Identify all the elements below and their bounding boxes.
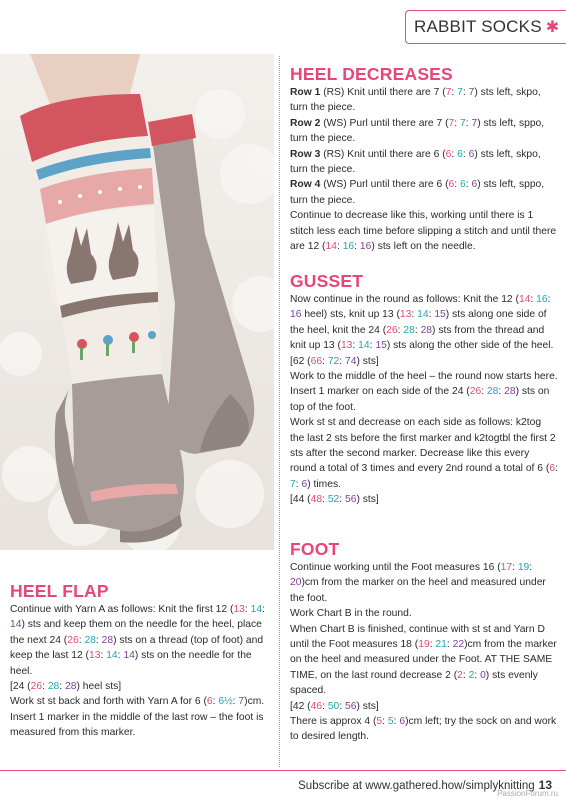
row4-text: Row 4 (WS) Purl until there are 6 (6: 6: 6) sts left, sppo, turn the piece. — [290, 179, 545, 206]
row1-b: 7 — [457, 87, 463, 98]
row1-label: Row 1 — [290, 87, 321, 98]
section-header — [405, 10, 566, 44]
h1-t3: ) sts on a thread (top of foot) and keep the last 12 ( — [10, 634, 264, 662]
f4-c: 56 — [345, 700, 357, 712]
g2-c: 74 — [345, 355, 357, 367]
f1-t2: )cm from the marker on the heel and measured under the foot. — [290, 577, 546, 604]
row1-text: Row 1 (RS) Knit until there are 7 (7: 7: 7) sts left, skpo, turn the piece. — [290, 87, 541, 114]
row1-c: 7 — [468, 87, 475, 98]
g1-t4: ) sts from the thread and knit up 13 ( — [290, 324, 545, 352]
f5-t1: There is approx 4 ( — [290, 716, 377, 728]
page-number: 13 — [538, 778, 552, 792]
footer-divider — [0, 770, 566, 771]
cont-b: 16 — [342, 241, 355, 253]
g4-c: 28 — [504, 386, 516, 398]
f3-a: 19 — [418, 639, 430, 651]
cont-c: 16 — [359, 241, 372, 253]
f4-t1: [42 ( — [290, 700, 311, 712]
row4-b: 6 — [459, 179, 466, 191]
g5-a: 6 — [549, 463, 556, 475]
g6-a: 48 — [310, 494, 323, 506]
heel-flap-p1: Continue with Yarn A as follows: Knit the first 12 (13: 14: 14) sts and keep them on the needle for the heel, place the next 24 (26: 28: 28) sts on a thread (top of foot) and keep the last 12 (13: 14: 14) sts on the needle for the heel. — [10, 604, 265, 677]
cont-t2: ) sts left on the needle. — [371, 241, 476, 253]
heel-flap-p3: Work st st back and forth with Yarn A for 6 (6: 6½: 7)cm. Insert 1 marker in the middle of the last row – the foot is measured from this marker. — [10, 696, 265, 739]
h3-t1: Work st st back and forth with Yarn A for 6 ( — [10, 696, 207, 708]
g6-b: 52 — [327, 494, 340, 506]
f4-t2: ) sts] — [356, 700, 379, 712]
f1-t1: Continue working until the Foot measures 16 ( — [290, 562, 501, 573]
h2-a: 26 — [30, 681, 43, 693]
g1-a2: 13 — [399, 309, 412, 321]
row2-a: 7 — [448, 117, 455, 129]
f3-b2: 2 — [468, 669, 475, 681]
f1-b: 19 — [517, 562, 530, 573]
gusset-p1: Now continue in the round as follows: Knit the 12 (14: 16: 16 heel) sts, knit up 13 (13: 14: 15) sts along one side of the heel, knit the 24 (26: 28: 28) sts from the thread and knit up 13 (13: 14: 15) sts along the other side of the heel. — [290, 294, 554, 352]
f3-c: 22 — [452, 639, 465, 651]
h1-c3: 14 — [123, 650, 135, 662]
f5-t2: )cm left; try the sock on and work to desired length. — [290, 716, 557, 743]
decrease-continue-text: Continue to decrease like this, working until there is 1 stitch less each time before slipping a stitch and until there are 12 (14: 16: 16) sts left on the needle. — [290, 210, 557, 253]
row3-t2: ) sts left, skpo, turn the piece. — [290, 148, 541, 176]
row1-a: 7 — [445, 87, 452, 98]
subscribe-link[interactable]: Subscribe at www.gathered.how/simplyknitting — [298, 780, 535, 792]
gusset-p6: [44 (48: 52: 56) sts] — [290, 494, 379, 506]
f5-a: 5 — [376, 716, 383, 728]
h3-a: 6 — [206, 696, 213, 708]
f3-t1: When Chart B is finished, continue with st st and Yarn D until the Foot measures 18 ( — [290, 623, 545, 651]
row3-c: 6 — [468, 148, 475, 160]
h3-c: 7 — [238, 696, 245, 708]
g1-b3: 28 — [403, 324, 415, 336]
h3-t2: )cm. Insert 1 marker in the middle of the last row – the foot is measured from this marker. — [10, 696, 265, 739]
g2-t1: [62 ( — [290, 355, 311, 367]
g5-t1: Work st st and decrease on each side as follows: k2tog the last 2 sts before the first marker and k2togtbl the first 2 sts after the second marker. Decrease like this every round a total of 3 times and every 2nd round a total of 6 ( — [290, 417, 556, 475]
g1-t2: heel) sts, knit up 13 ( — [301, 309, 400, 321]
g6-t2: ) sts] — [356, 494, 379, 506]
row4-t1: (WS) Purl until there are 6 ( — [320, 179, 449, 191]
g1-b2: 14 — [417, 309, 429, 321]
foot-p4: [42 (46: 50: 56) sts] — [290, 700, 379, 712]
h1-b2: 28 — [84, 634, 96, 646]
row2-c: 7 — [471, 117, 478, 129]
row4-c: 6 — [471, 179, 478, 191]
g2-t2: ) sts] — [356, 355, 379, 367]
g5-t2: ) times. — [307, 478, 341, 490]
gusset-section — [290, 270, 558, 508]
h1-a1: 13 — [233, 604, 245, 615]
heel-flap-p2: [24 (26: 28: 28) heel sts] — [10, 681, 122, 693]
g2-b: 72 — [327, 355, 340, 367]
g1-b4: 14 — [358, 340, 370, 352]
foot-p2: Work Chart B in the round. — [290, 608, 412, 620]
f4-a: 46 — [310, 700, 323, 712]
heel-flap-heading: HEEL FLAP — [10, 581, 109, 601]
column-divider — [279, 56, 280, 767]
h2-t2: ) heel sts] — [76, 681, 122, 693]
g4-t2: ) sts on top of the foot. — [290, 386, 550, 413]
heel-decreases-heading: HEEL DECREASES — [290, 64, 453, 84]
g1-c1: 16 — [290, 309, 302, 321]
f3-b: 21 — [435, 639, 447, 651]
f5-c: 6 — [399, 716, 406, 728]
f4-b: 50 — [327, 700, 340, 712]
watermark: PassionForum.ru — [497, 789, 558, 798]
g1-a1: 14 — [518, 294, 531, 305]
row4-label: Row 4 — [290, 179, 321, 191]
g1-t3: ) sts along one side of the heel, knit the 24 ( — [290, 309, 547, 336]
foot-p5: There is approx 4 (5: 5: 6)cm left; try the sock on and work to desired length. — [290, 716, 557, 743]
h1-t2: ) sts and keep them on the needle for the heel, place the next 24 ( — [10, 619, 262, 646]
f3-c2: 0 — [480, 669, 486, 681]
row3-label: Row 3 — [290, 148, 321, 160]
row3-text: Row 3 (RS) Knit until there are 6 (6: 6: 6) sts left, skpo, turn the piece. — [290, 148, 541, 176]
g1-b1: 16 — [536, 294, 548, 305]
row3-a: 6 — [445, 148, 452, 160]
cont-a: 14 — [325, 241, 337, 253]
h1-a3: 13 — [89, 650, 101, 662]
g4-t1: Insert 1 marker on each side of the 24 ( — [290, 386, 470, 398]
row2-text: Row 2 (WS) Purl until there are 7 (7: 7: 7) sts left, sppo, turn the piece. — [290, 117, 545, 145]
f3-t3: ) sts evenly spaced. — [290, 669, 538, 697]
sock-photo — [0, 54, 274, 550]
foot-p3: When Chart B is finished, continue with st st and Yarn D until the Foot measures 18 (19: 21: 22)cm from the marker on the heel and measured under the Foot. AT THE SAME TIME, on the last round decrease 2 (2: 2: 0) sts evenly spaced. — [290, 623, 557, 697]
gusset-p5: Work st st and decrease on each side as follows: k2tog the last 2 sts before the first marker and k2togtbl the first 2 sts after the second marker. Decrease like this every round a total of 3 times and every 2nd round a total of 6 (6: 7: 6) times. — [290, 417, 558, 490]
row2-label: Row 2 — [290, 117, 321, 129]
row2-b: 7 — [459, 117, 466, 129]
g5-b: 7 — [290, 478, 296, 490]
g2-a: 66 — [310, 355, 323, 367]
g6-c: 56 — [345, 494, 357, 506]
row3-b: 6 — [457, 148, 463, 160]
row1-t1: (RS) Knit until there are 7 ( — [320, 87, 446, 98]
row3-t1: (RS) Knit until there are 6 ( — [320, 148, 446, 160]
foot-p1: Continue working until the Foot measures 16 (17: 19: 20)cm from the marker on the heel and measured under the foot. — [290, 562, 546, 604]
h3-b: 6½ — [218, 696, 233, 708]
row2-t1: (WS) Purl until there are 7 ( — [320, 117, 449, 129]
h1-c2: 28 — [101, 634, 114, 646]
g1-a4: 13 — [340, 340, 353, 352]
h1-t4: ) sts on the needle for the heel. — [10, 650, 252, 677]
h2-b: 28 — [47, 681, 60, 693]
g5-c: 6 — [301, 478, 308, 490]
knitted-socks-illustration — [0, 54, 274, 550]
h2-c: 28 — [65, 681, 77, 693]
row2-t2: ) sts left, sppo, turn the piece. — [290, 117, 545, 145]
heel-flap-section — [10, 580, 272, 741]
star-icon: ✱ — [545, 19, 560, 36]
g1-c3: 28 — [420, 324, 433, 336]
h1-b1: 14 — [250, 604, 263, 615]
f1-c: 20 — [290, 577, 302, 589]
f1-a: 17 — [500, 562, 513, 573]
cont-t1: Continue to decrease like this, working until there is 1 stitch less each time before slipping a stitch and until there are 12 ( — [290, 210, 557, 253]
foot-heading: FOOT — [290, 539, 340, 559]
f3-a2: 2 — [457, 669, 463, 681]
row4-t2: ) sts left, sppo, turn the piece. — [290, 179, 545, 206]
g4-a: 26 — [469, 386, 482, 398]
f5-b: 5 — [387, 716, 394, 728]
foot-section — [290, 538, 558, 745]
gusset-heading: GUSSET — [290, 271, 364, 291]
page-title: RABBIT SOCKS — [414, 17, 542, 36]
g4-b: 28 — [486, 386, 499, 398]
g1-t1: Now continue in the round as follows: Knit the 12 ( — [290, 294, 519, 305]
row4-a: 6 — [448, 179, 455, 191]
g6-t1: [44 ( — [290, 494, 311, 506]
gusset-p4: Insert 1 marker on each side of the 24 (26: 28: 28) sts on top of the foot. — [290, 386, 550, 413]
row1-t2: ) sts left, skpo, turn the piece. — [290, 87, 541, 114]
h1-a2: 26 — [67, 634, 79, 646]
gusset-p2: [62 (66: 72: 74) sts] — [290, 355, 379, 367]
g1-c2: 15 — [434, 309, 446, 321]
h2-t1: [24 ( — [10, 681, 31, 693]
g1-t5: ) sts along the other side of the heel. — [386, 340, 554, 352]
g1-c4: 15 — [375, 340, 387, 352]
g1-a3: 26 — [386, 324, 398, 336]
gusset-p3: Work to the middle of the heel – the round now starts here. — [290, 371, 558, 383]
heel-decreases-section — [290, 63, 558, 254]
h1-b3: 14 — [106, 650, 118, 662]
f3-t2: )cm from the marker on the heel and measured under the Foot. AT THE SAME TIME, on the last round decrease 2 ( — [290, 639, 557, 681]
h1-c1: 14 — [10, 619, 22, 631]
h1-t1: Continue with Yarn A as follows: Knit the first 12 ( — [10, 604, 234, 615]
